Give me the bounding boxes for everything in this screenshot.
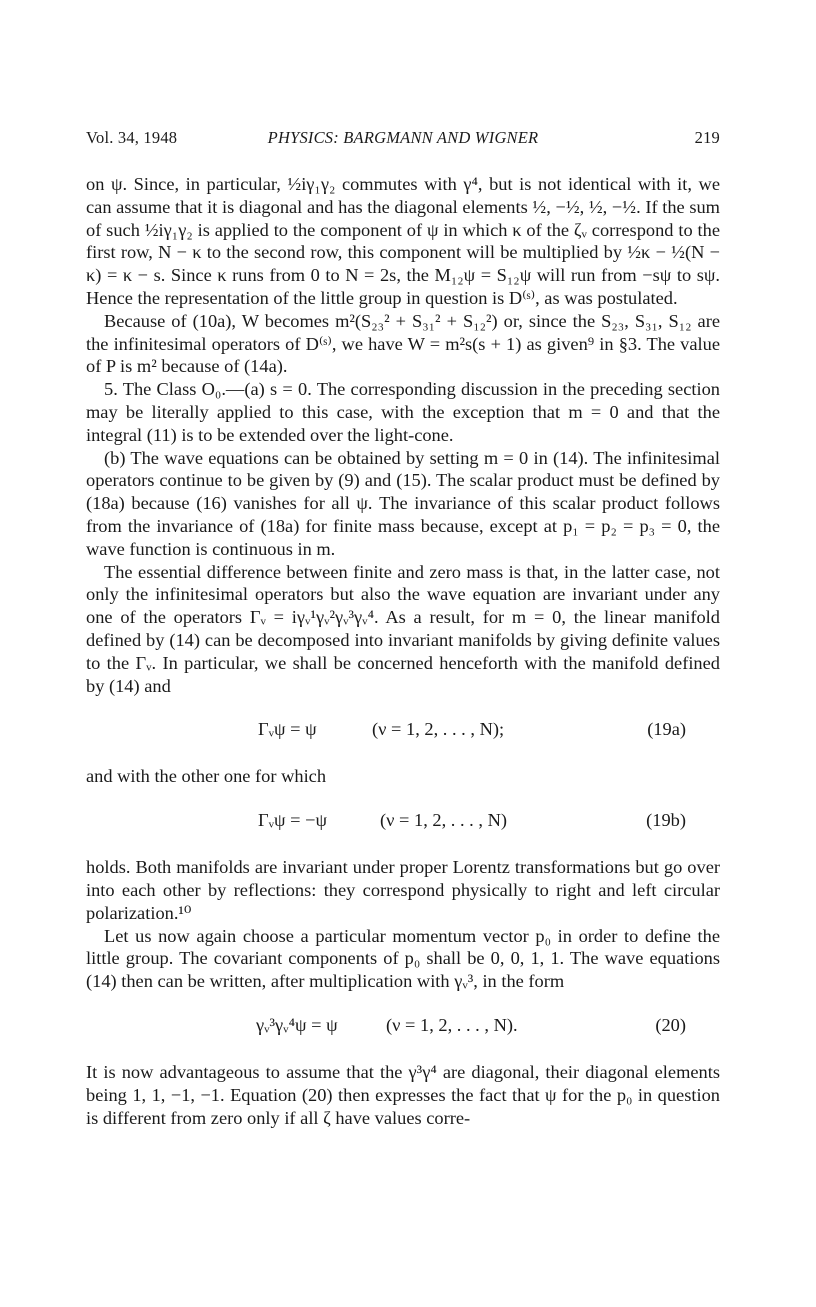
equation-number: (19b) <box>646 810 686 831</box>
paragraph: The essential difference between finite and zero mass is that, in the latter case, not only the infinitesimal operators but also the wave equation are invariant under any one of the operators Γᵥ = iγᵥ¹γᵥ²γᵥ³γᵥ⁴. As a result, for m = 0, the linear manifold defined by (14) can be decomposed into invariant manifolds by giving definite values to the Γᵥ. In particular, we shall be concerned henceforth with the manifold defined by (14) and <box>86 561 720 696</box>
equation-body: Γᵥψ = ψ <box>258 719 317 740</box>
paragraph: and with the other one for which <box>86 766 327 787</box>
paragraph: on ψ. Since, in particular, ½iγ₁γ₂ commutes with γ⁴, but is not identical with it, we can assume that it is diagonal and has the diagonal elements ½, −½, ½, −½. If the sum of such ½iγ₁γ₂ is applied to the component of ψ in which κ of the ζᵥ correspond to the first row, N − κ to the second row, this component will be multiplied by ½κ − ½(N − κ) = κ − s. Since κ runs from 0 to N = 2s, the M₁₂ψ = S₁₂ψ will run from −sψ to sψ. Hence the representation of the little group in question is D⁽ˢ⁾, as was postulated. <box>86 174 720 308</box>
equation-body: Γᵥψ = −ψ <box>258 810 328 831</box>
running-title: PHYSICS: BARGMANN AND WIGNER <box>267 128 539 147</box>
paragraph: Because of (10a), W becomes m²(S₂₃² + S₃₁² + S₁₂²) or, since the S₂₃, S₃₁, S₁₂ are the infinitesimal operators of D⁽ˢ⁾, we have W = m²s(s + 1) as given⁹ in §3. The value of P is m² because of (14a). <box>86 310 720 377</box>
equation-19b <box>86 809 720 832</box>
running-header <box>86 128 720 152</box>
paragraph: (b) The wave equations can be obtained by setting m = 0 in (14). The infinitesimal operators continue to be given by (9) and (15). The scalar product must be defined by (18a) because (16) vanishes for all ψ. The invariance of this scalar product follows from the invariance of (18a) for finite mass because, except at p₁ = p₂ = p₃ = 0, the wave function is continuous in m. <box>86 447 720 559</box>
equation-19a <box>86 718 720 741</box>
equation-20 <box>86 1014 720 1037</box>
paragraph: It is now advantageous to assume that the γ³γ⁴ are diagonal, their diagonal elements being 1, 1, −1, −1. Equation (20) then expresses the fact that ψ for the p₀ in question is different from zero only if all ζ have values corre- <box>86 1061 720 1128</box>
equation-condition: (ν = 1, 2, . . . , N). <box>386 1014 518 1035</box>
equation-body: γᵥ³γᵥ⁴ψ = ψ <box>256 1014 338 1035</box>
equation-number: (20) <box>655 1014 686 1035</box>
equation-condition: (ν = 1, 2, . . . , N); <box>372 719 505 740</box>
equation-number: (19a) <box>647 719 686 740</box>
section-heading-paragraph: 5. The Class O₀.—(a) s = 0. The corresponding discussion in the preceding section may be literally applied to this case, with the exception that m = 0 and that the integral (11) is to be extended over the light-cone. <box>86 379 720 445</box>
page-number: 219 <box>694 128 720 147</box>
equation-condition: (ν = 1, 2, . . . , N) <box>380 810 507 831</box>
article-body <box>86 173 720 1129</box>
paragraph: holds. Both manifolds are invariant under proper Lorentz transformations but go over into each other by reflections: they correspond physically to right and left circular polarization.¹⁰ <box>86 857 720 923</box>
paragraph: Let us now again choose a particular momentum vector p₀ in order to define the little group. The covariant components of p₀ shall be 0, 0, 1, 1. The wave equations (14) then can be written, after multiplication with γᵥ³, in the form <box>86 925 720 992</box>
volume-label: Vol. 34, 1948 <box>86 128 178 147</box>
